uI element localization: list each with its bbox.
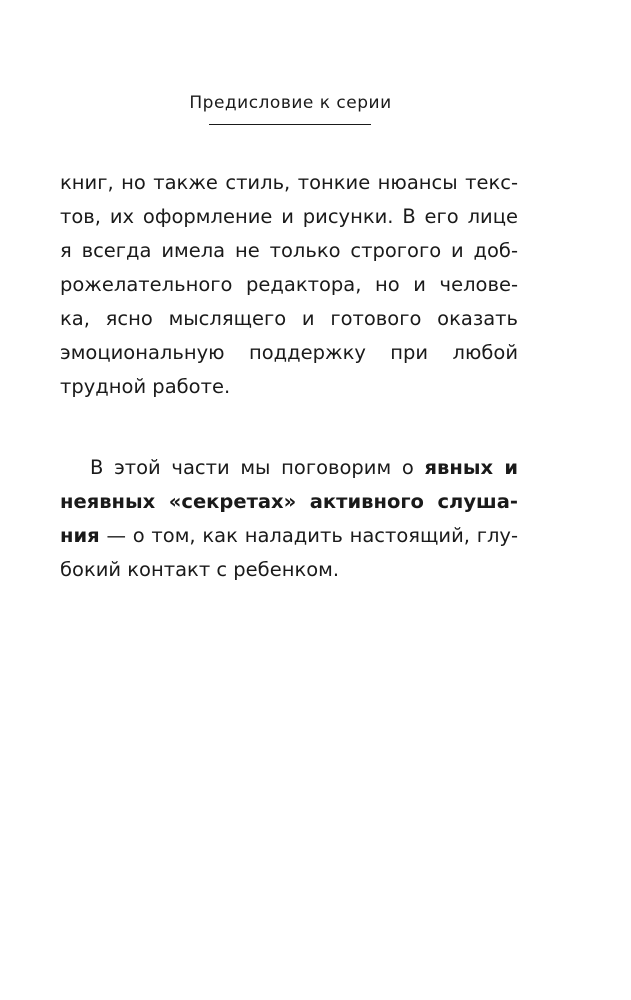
text-line: я всегда имела не только строгого и доб-: [60, 239, 518, 262]
text-run: В этой части мы поговорим о: [90, 456, 425, 479]
text-line: трудной работе.: [60, 375, 231, 398]
text-line: [60, 485, 518, 519]
text-line: [60, 519, 518, 553]
text-line: бокий контакт с ребенком.: [60, 558, 340, 581]
bold-text-run: неявных «секретах» активного слуша-: [60, 490, 518, 513]
text-line: рожелательного редактора, но и челове-: [60, 273, 518, 296]
bold-text-run: ния: [60, 524, 100, 547]
text-line: книг, но также стиль, тонкие нюансы текс-: [60, 171, 518, 194]
paragraph-2: [60, 451, 518, 587]
text-line: тов, их оформление и рисунки. В его лице: [60, 205, 518, 228]
bold-text-run: явных и: [424, 456, 518, 479]
paragraph-1: [60, 166, 518, 404]
text-line: эмоциональную поддержку при любой: [60, 341, 518, 364]
text-run: — о том, как наладить настоящий, глу-: [99, 524, 518, 547]
text-line: ка, ясно мыслящего и готового оказать: [60, 307, 518, 330]
running-head: Предисловие к серии: [189, 93, 392, 113]
text-line: [60, 451, 518, 485]
header-rule: [209, 124, 371, 125]
